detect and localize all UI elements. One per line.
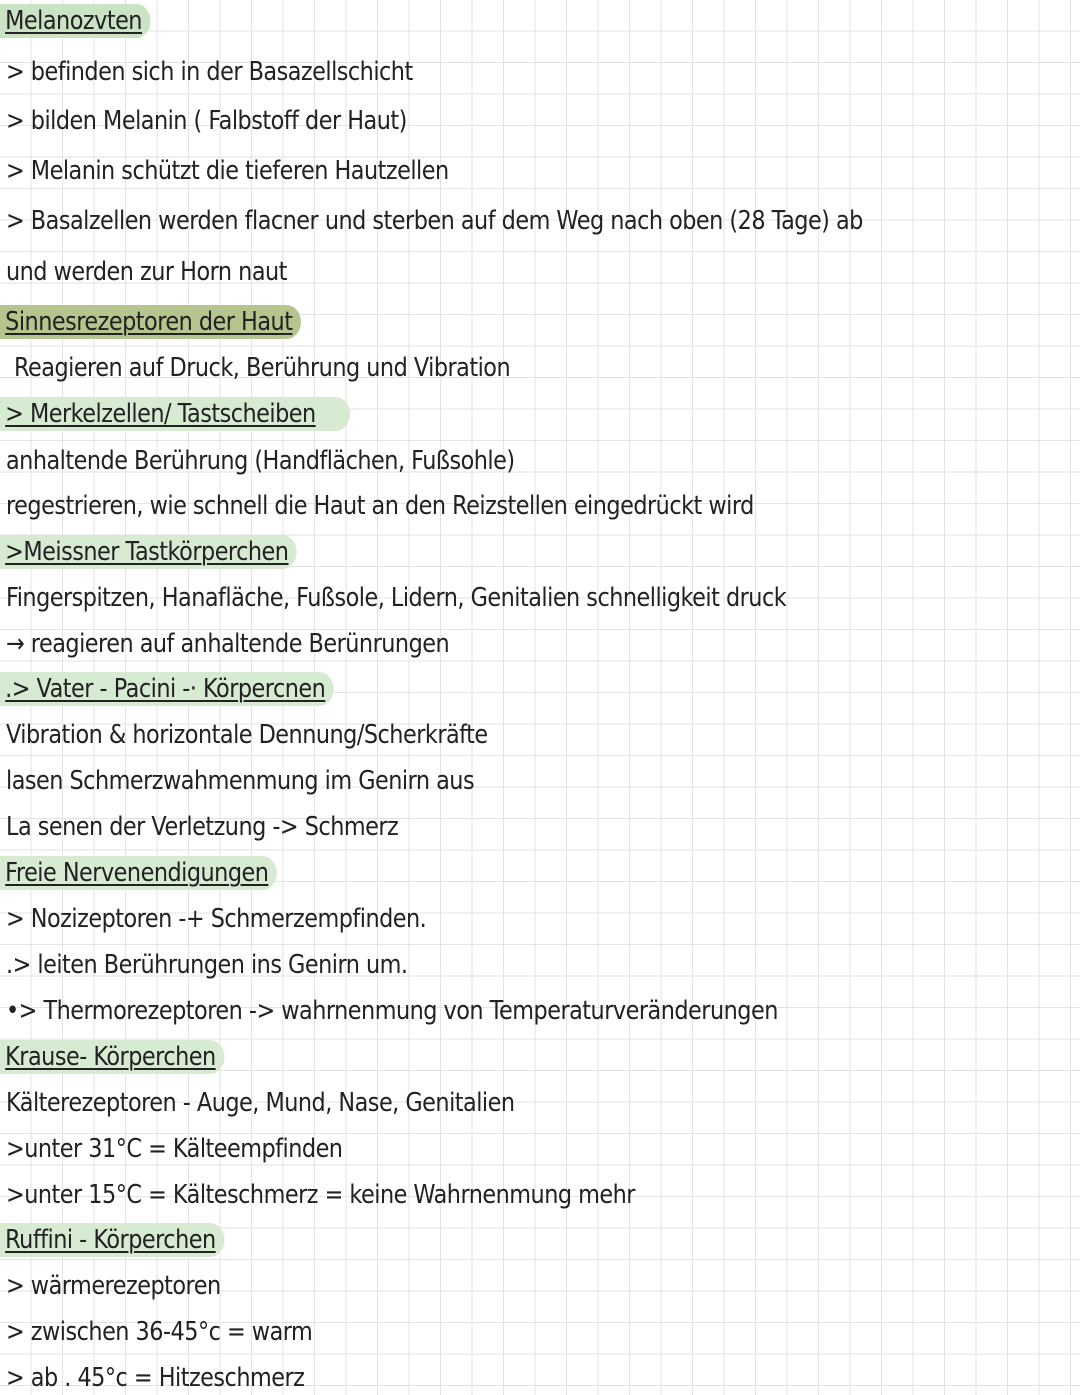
heading-freie-nervenendigungen: Freie Nervenendigungen [0, 856, 277, 890]
heading-sinnesrezeptoren: Sinnesrezeptoren der Haut [0, 305, 301, 339]
note-line: .> leiten Berührungen ins Genirn um. [6, 950, 408, 980]
note-line: Vibration & horizontale Dennung/Scherkräfte [6, 720, 488, 750]
note-line: anhaltende Berührung (Handflächen, Fußsohle) [6, 446, 515, 476]
note-line: Fingerspitzen, Hanafläche, Fußsole, Lidern, Genitalien schnelligkeit druck [6, 583, 787, 613]
note-line: > wärmerezeptoren [6, 1271, 221, 1301]
note-line: → reagieren auf anhaltende Berünrungen [6, 629, 450, 659]
note-line: lasen Schmerzwahmenmung im Genirn aus [6, 766, 475, 796]
note-line: > zwischen 36-45°c = warm [6, 1317, 313, 1347]
note-line: > bilden Melanin ( Falbstoff der Haut) [6, 106, 407, 136]
note-line: >unter 15°C = Kälteschmerz = keine Wahrnenmung mehr [6, 1180, 635, 1210]
note-line: Kälterezeptoren - Auge, Mund, Nase, Genitalien [6, 1088, 515, 1118]
heading-merkelzellen: > Merkelzellen/ Tastscheiben [0, 397, 350, 431]
note-line: > befinden sich in der Basazellschicht [6, 57, 413, 87]
heading-krause: Krause- Körperchen [0, 1040, 224, 1074]
heading-melanozyten: Melanozvten [0, 4, 151, 38]
note-line: und werden zur Horn naut [6, 257, 287, 287]
note-line: regestrieren, wie schnell die Haut an den Reizstellen eingedrückt wird [6, 491, 754, 521]
heading-meissner: >Meissner Tastkörperchen [0, 535, 297, 569]
note-line: > ab . 45°c = Hitzeschmerz [6, 1363, 305, 1393]
note-line: >unter 31°C = Kälteempfinden [6, 1134, 343, 1164]
note-line: La senen der Verletzung -> Schmerz [6, 812, 399, 842]
note-line: > Melanin schützt die tieferen Hautzellen [6, 156, 449, 186]
note-line: •> Thermorezeptoren -> wahrnenmung von Temperaturveränderungen [6, 996, 778, 1026]
note-line: > Nozizeptoren -+ Schmerzempfinden. [6, 904, 427, 934]
heading-vater-pacini: .> Vater - Pacini -· Körpercnen [0, 672, 334, 706]
heading-ruffini: Ruffini - Körperchen [0, 1223, 224, 1257]
note-line: > Basalzellen werden flacner und sterben auf dem Weg nach oben (28 Tage) ab [6, 206, 863, 236]
note-line: Reagieren auf Druck, Berührung und Vibration [14, 353, 511, 383]
